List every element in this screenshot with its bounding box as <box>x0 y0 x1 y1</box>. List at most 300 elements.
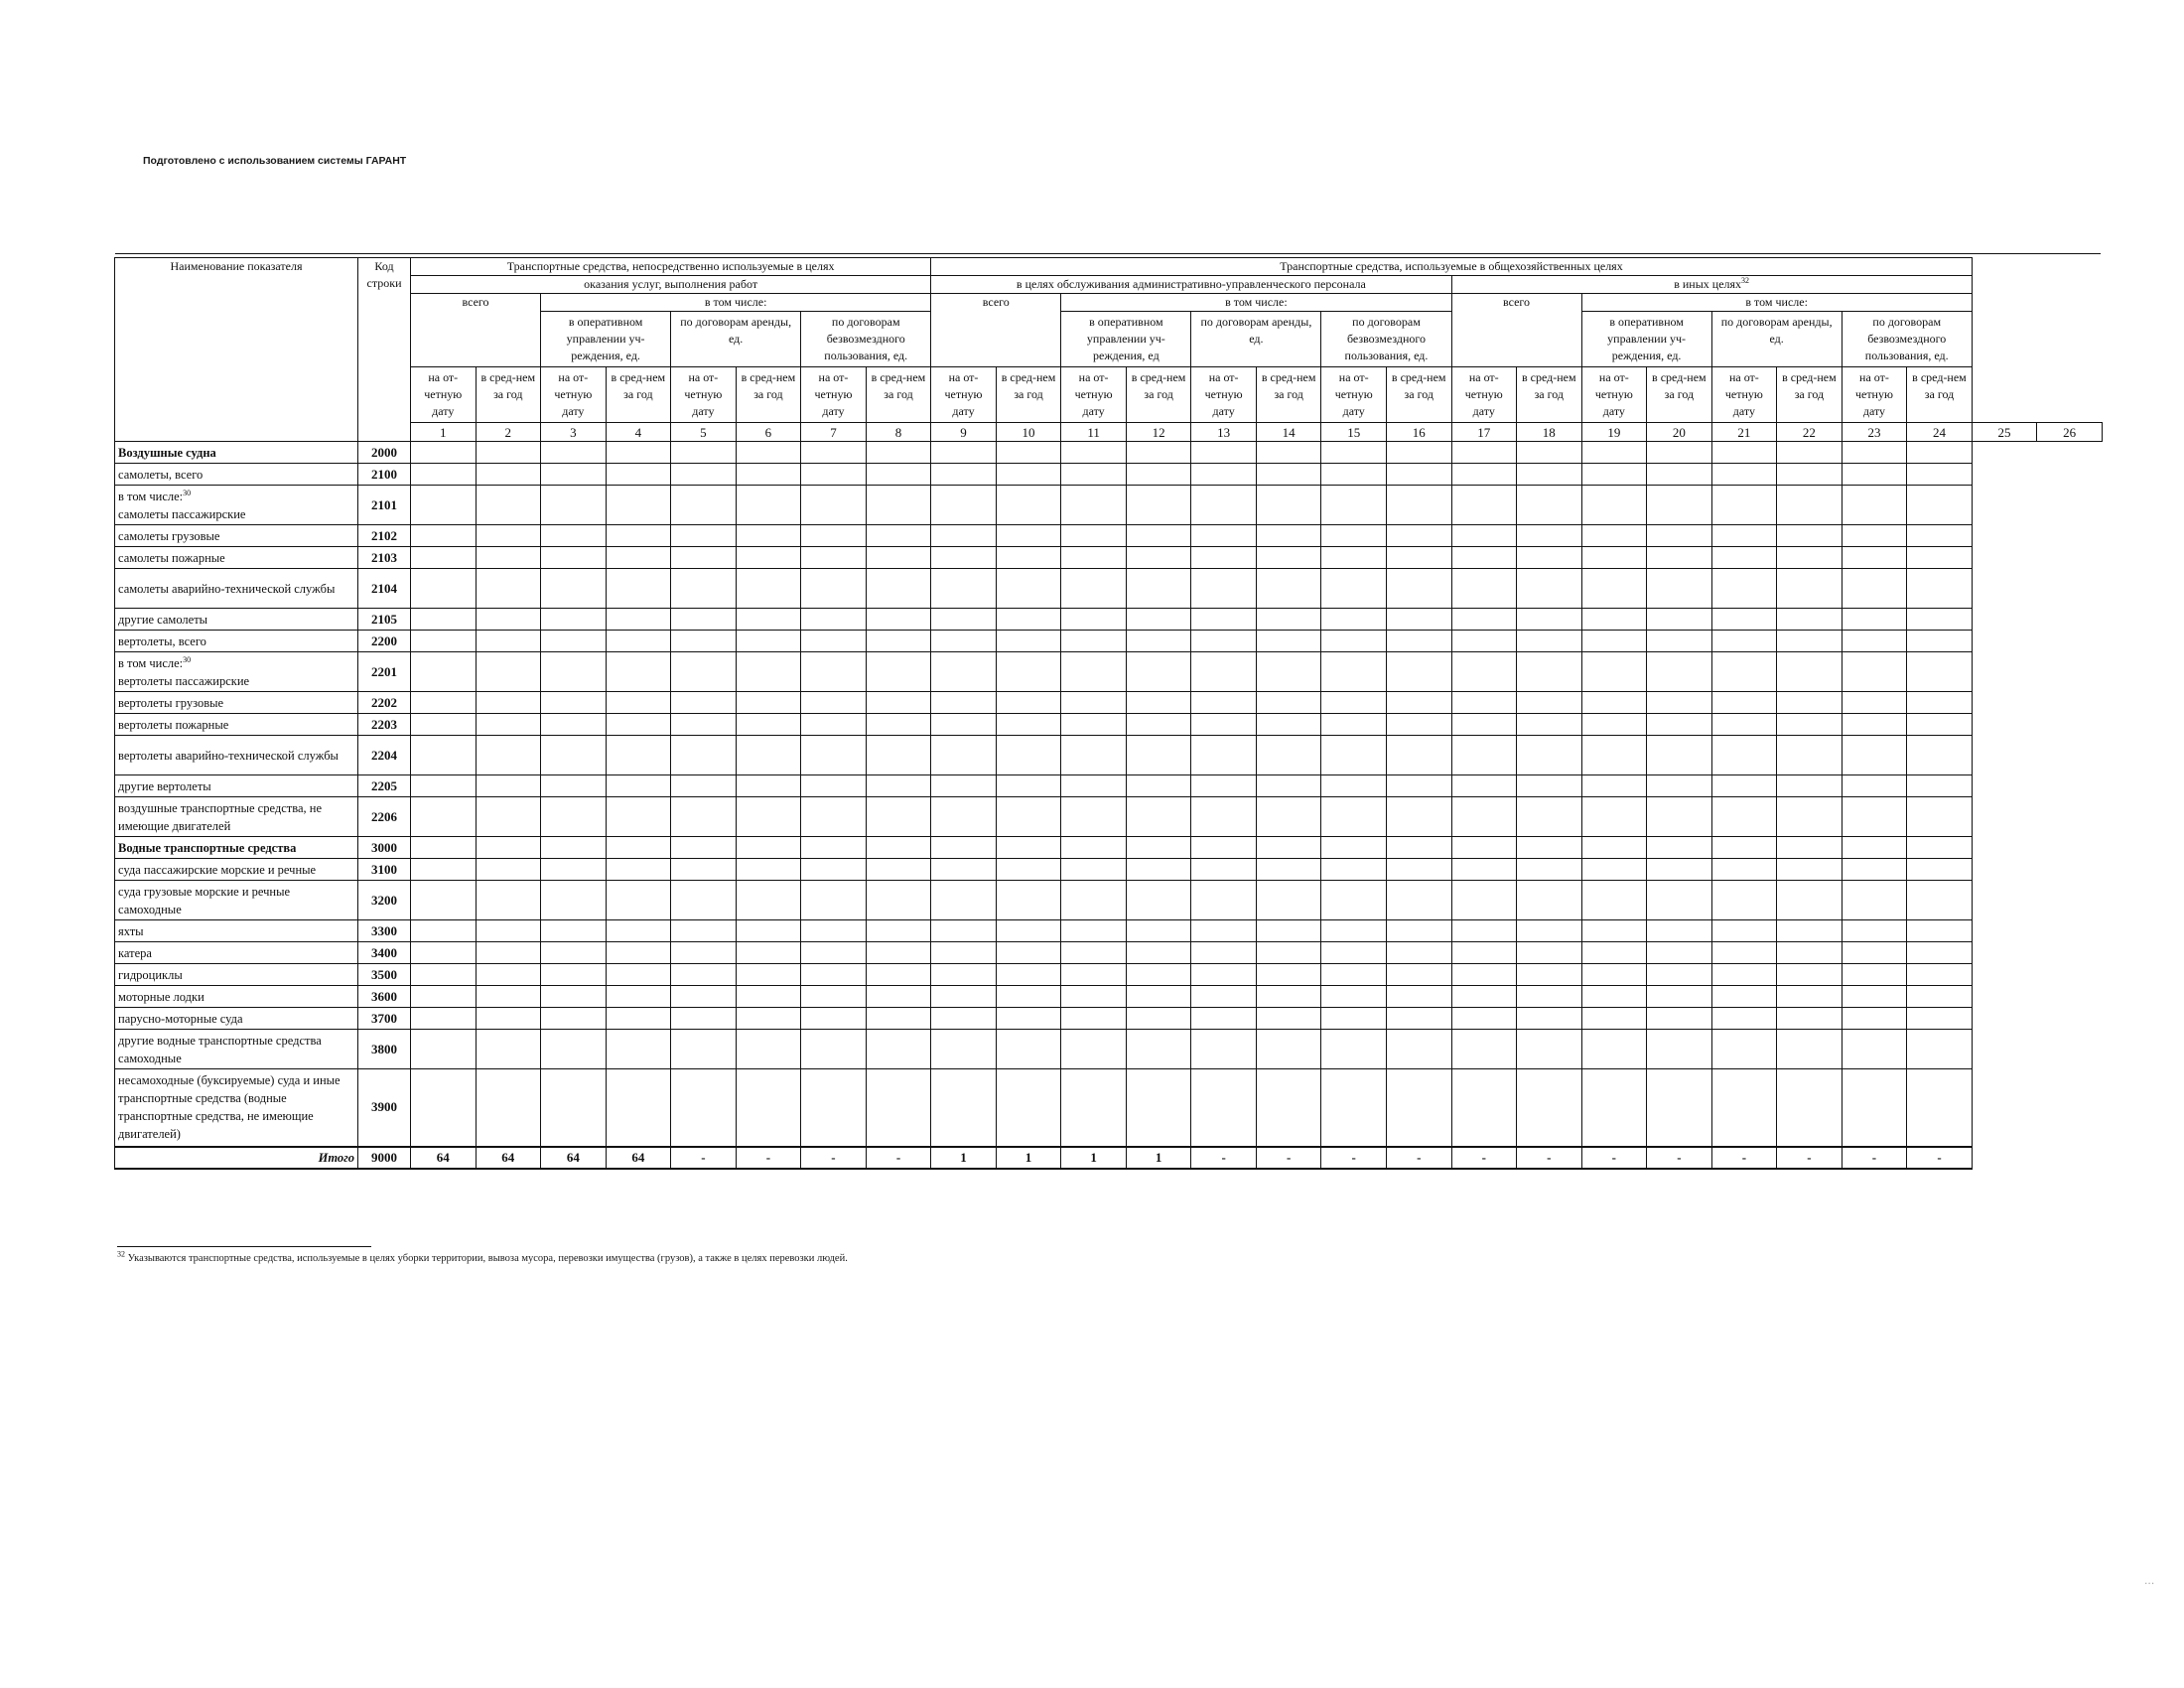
data-cell <box>671 942 737 964</box>
data-cell <box>541 1069 607 1147</box>
data-cell <box>736 442 801 464</box>
data-cell <box>411 1030 477 1069</box>
data-cell <box>671 631 737 652</box>
table-row <box>115 525 2103 547</box>
data-cell <box>1517 631 1582 652</box>
row-name-text: самолеты пассажирские <box>118 506 246 521</box>
data-cell <box>1517 464 1582 486</box>
subheader-at-date: на от-четную дату <box>1581 367 1647 423</box>
data-cell <box>1256 631 1321 652</box>
row-name-text: другие вертолеты <box>118 778 211 793</box>
column-number: 16 <box>1386 423 1451 442</box>
column-number: 2 <box>476 423 541 442</box>
data-cell <box>476 986 541 1008</box>
data-cell <box>931 569 997 609</box>
row-code: 3400 <box>358 942 411 964</box>
data-cell <box>1451 775 1517 797</box>
data-cell <box>1126 464 1191 486</box>
header-lease-admin: по договорам аренды, ед. <box>1191 312 1321 367</box>
data-cell <box>1647 881 1712 920</box>
data-cell <box>736 986 801 1008</box>
data-cell <box>1061 652 1127 692</box>
data-cell <box>1126 859 1191 881</box>
data-cell <box>411 442 477 464</box>
data-cell <box>1451 736 1517 775</box>
row-name-text: вертолеты, всего <box>118 633 206 648</box>
data-cell <box>1256 442 1321 464</box>
data-cell <box>606 714 671 736</box>
data-cell <box>1126 692 1191 714</box>
row-code: 2104 <box>358 569 411 609</box>
data-cell <box>1711 1069 1777 1147</box>
data-cell <box>411 652 477 692</box>
column-number: 25 <box>1972 423 2037 442</box>
data-cell <box>1842 1008 1907 1030</box>
row-name-text: парусно-моторные суда <box>118 1011 243 1026</box>
data-cell <box>931 964 997 986</box>
data-cell <box>996 1030 1061 1069</box>
data-cell <box>671 1008 737 1030</box>
total-cell: - <box>1777 1147 1843 1169</box>
data-cell <box>866 1030 931 1069</box>
data-cell <box>1191 652 1257 692</box>
data-cell <box>736 714 801 736</box>
data-cell <box>1061 714 1127 736</box>
row-name <box>115 652 358 692</box>
data-cell <box>1126 525 1191 547</box>
data-cell <box>1191 964 1257 986</box>
data-cell <box>1907 736 1973 775</box>
data-cell <box>1711 859 1777 881</box>
data-cell <box>801 964 867 986</box>
data-cell <box>541 525 607 547</box>
data-cell <box>1711 631 1777 652</box>
data-cell <box>541 1008 607 1030</box>
data-cell <box>1191 942 1257 964</box>
data-cell <box>1191 859 1257 881</box>
data-cell <box>866 859 931 881</box>
data-cell <box>1907 464 1973 486</box>
data-cell <box>1061 964 1127 986</box>
data-cell <box>411 920 477 942</box>
data-cell <box>931 736 997 775</box>
total-code: 9000 <box>358 1147 411 1169</box>
data-cell <box>1126 714 1191 736</box>
data-cell <box>606 1069 671 1147</box>
data-cell <box>1581 547 1647 569</box>
data-cell <box>1777 569 1843 609</box>
data-cell <box>411 736 477 775</box>
header-other-sup: 32 <box>1741 276 1750 285</box>
data-cell <box>1126 609 1191 631</box>
data-cell <box>671 609 737 631</box>
data-cell <box>411 1069 477 1147</box>
data-cell <box>1321 797 1387 837</box>
data-cell <box>476 569 541 609</box>
header-admin-sub: в целях обслуживания административно-управленческого персонала <box>931 276 1451 294</box>
data-cell <box>1711 464 1777 486</box>
data-cell <box>1581 486 1647 525</box>
data-cell <box>866 442 931 464</box>
total-cell: 64 <box>476 1147 541 1169</box>
data-cell <box>1451 1030 1517 1069</box>
data-cell <box>1647 986 1712 1008</box>
data-cell <box>1907 920 1973 942</box>
data-cell <box>1321 692 1387 714</box>
data-cell <box>411 525 477 547</box>
subheader-at-date: на от-четную дату <box>1711 367 1777 423</box>
data-cell <box>1581 986 1647 1008</box>
row-footnote-ref: 30 <box>183 654 192 664</box>
data-cell <box>541 547 607 569</box>
data-cell <box>541 736 607 775</box>
row-name <box>115 692 358 714</box>
column-number: 14 <box>1256 423 1321 442</box>
data-cell <box>996 1008 1061 1030</box>
data-cell <box>1907 525 1973 547</box>
data-cell <box>1321 1030 1387 1069</box>
data-cell <box>1711 1008 1777 1030</box>
subheader-at-date: на от-четную дату <box>1191 367 1257 423</box>
data-cell <box>866 714 931 736</box>
data-cell <box>1907 442 1973 464</box>
data-cell <box>736 1030 801 1069</box>
data-cell <box>996 464 1061 486</box>
data-cell <box>1711 547 1777 569</box>
subheader-avg-year: в сред-нем за год <box>1517 367 1582 423</box>
data-cell <box>1256 1069 1321 1147</box>
row-name <box>115 736 358 775</box>
data-cell <box>1191 1030 1257 1069</box>
data-cell <box>476 859 541 881</box>
data-cell <box>1386 920 1451 942</box>
data-cell <box>1581 464 1647 486</box>
data-cell <box>1711 881 1777 920</box>
data-cell <box>1842 631 1907 652</box>
data-cell <box>1126 569 1191 609</box>
data-cell <box>671 547 737 569</box>
data-cell <box>1842 859 1907 881</box>
row-name <box>115 920 358 942</box>
header-total-direct: всего <box>411 294 541 367</box>
top-rule <box>115 253 2101 254</box>
data-cell <box>866 964 931 986</box>
data-cell <box>1907 1069 1973 1147</box>
data-cell <box>931 547 997 569</box>
data-cell <box>801 920 867 942</box>
row-name <box>115 631 358 652</box>
data-cell <box>1517 714 1582 736</box>
data-cell <box>1256 525 1321 547</box>
data-cell <box>1647 920 1712 942</box>
row-code: 3700 <box>358 1008 411 1030</box>
data-cell <box>1777 652 1843 692</box>
data-cell <box>1386 569 1451 609</box>
total-cell: - <box>1842 1147 1907 1169</box>
data-cell <box>801 442 867 464</box>
data-cell <box>1647 859 1712 881</box>
data-cell <box>1451 942 1517 964</box>
data-cell <box>1126 986 1191 1008</box>
data-cell <box>1191 631 1257 652</box>
data-cell <box>1711 714 1777 736</box>
data-cell <box>1581 797 1647 837</box>
data-cell <box>801 736 867 775</box>
data-cell <box>1711 692 1777 714</box>
data-cell <box>1517 920 1582 942</box>
data-cell <box>1451 837 1517 859</box>
data-cell <box>1711 736 1777 775</box>
data-cell <box>1321 986 1387 1008</box>
data-cell <box>931 797 997 837</box>
total-cell: 64 <box>541 1147 607 1169</box>
footnote-number: 32 <box>117 1249 125 1259</box>
data-cell <box>1711 964 1777 986</box>
row-name-text: катера <box>118 945 152 960</box>
data-cell <box>1386 652 1451 692</box>
row-name <box>115 859 358 881</box>
row-name <box>115 464 358 486</box>
data-cell <box>476 692 541 714</box>
data-cell <box>1647 1030 1712 1069</box>
data-cell <box>1321 1069 1387 1147</box>
data-cell <box>1256 881 1321 920</box>
data-cell <box>541 859 607 881</box>
data-cell <box>1581 736 1647 775</box>
data-cell <box>1711 486 1777 525</box>
data-cell <box>736 464 801 486</box>
data-cell <box>1517 486 1582 525</box>
data-cell <box>801 525 867 547</box>
column-number: 23 <box>1842 423 1907 442</box>
row-name <box>115 609 358 631</box>
subheader-at-date: на от-четную дату <box>541 367 607 423</box>
data-cell <box>1256 859 1321 881</box>
row-code: 3800 <box>358 1030 411 1069</box>
data-cell <box>1386 609 1451 631</box>
row-code: 3600 <box>358 986 411 1008</box>
data-cell <box>1451 525 1517 547</box>
data-cell <box>476 837 541 859</box>
column-number: 21 <box>1711 423 1777 442</box>
subheader-avg-year: в сред-нем за год <box>1256 367 1321 423</box>
row-code: 2000 <box>358 442 411 464</box>
data-cell <box>1256 775 1321 797</box>
data-cell <box>736 837 801 859</box>
data-cell <box>476 736 541 775</box>
data-cell <box>931 652 997 692</box>
footnote-text: Указываются транспортные средства, используемые в целях уборки территории, вывоза мусора, перевозки имущества (грузов), а также в целях перевозки людей. <box>127 1253 848 1264</box>
subheader-avg-year: в сред-нем за год <box>1647 367 1712 423</box>
data-cell <box>606 736 671 775</box>
data-cell <box>606 837 671 859</box>
data-cell <box>1321 920 1387 942</box>
total-cell: - <box>671 1147 737 1169</box>
total-cell: 1 <box>1061 1147 1127 1169</box>
data-cell <box>866 631 931 652</box>
subheader-at-date: на от-четную дату <box>1321 367 1387 423</box>
data-cell <box>1581 942 1647 964</box>
header-other-sub-label: в иных целях <box>1674 277 1742 291</box>
data-cell <box>1581 881 1647 920</box>
row-name-text: суда грузовые морские и речные самоходные <box>118 884 291 916</box>
data-cell <box>671 859 737 881</box>
data-cell <box>736 569 801 609</box>
data-cell <box>1842 942 1907 964</box>
data-cell <box>1061 1008 1127 1030</box>
data-cell <box>541 442 607 464</box>
data-cell <box>1126 1008 1191 1030</box>
data-cell <box>1517 837 1582 859</box>
data-cell <box>476 486 541 525</box>
data-cell <box>1517 736 1582 775</box>
total-cell: - <box>736 1147 801 1169</box>
data-cell <box>1647 486 1712 525</box>
data-cell <box>1386 631 1451 652</box>
data-cell <box>996 964 1061 986</box>
column-number: 12 <box>1126 423 1191 442</box>
data-cell <box>1191 569 1257 609</box>
data-cell <box>931 942 997 964</box>
data-cell <box>801 942 867 964</box>
data-cell <box>1191 837 1257 859</box>
data-cell <box>801 652 867 692</box>
column-number: 17 <box>1451 423 1517 442</box>
row-name-text: гидроциклы <box>118 967 183 982</box>
data-cell <box>1711 797 1777 837</box>
data-cell <box>1451 442 1517 464</box>
data-cell <box>1061 920 1127 942</box>
data-cell <box>1581 631 1647 652</box>
row-code: 2204 <box>358 736 411 775</box>
column-number: 5 <box>671 423 737 442</box>
data-cell <box>1647 736 1712 775</box>
data-cell <box>1061 1030 1127 1069</box>
data-cell <box>801 775 867 797</box>
data-cell <box>801 1008 867 1030</box>
data-cell <box>801 859 867 881</box>
data-cell <box>1061 631 1127 652</box>
data-cell <box>866 464 931 486</box>
data-cell <box>1777 797 1843 837</box>
data-cell <box>1647 1008 1712 1030</box>
subheader-at-date: на от-четную дату <box>1061 367 1127 423</box>
data-cell <box>736 797 801 837</box>
data-cell <box>606 1030 671 1069</box>
total-cell: - <box>1517 1147 1582 1169</box>
data-cell <box>606 881 671 920</box>
data-cell <box>1777 1069 1843 1147</box>
data-cell <box>1517 652 1582 692</box>
data-cell <box>541 631 607 652</box>
data-cell <box>1581 920 1647 942</box>
data-cell <box>1061 775 1127 797</box>
data-cell <box>1581 692 1647 714</box>
data-cell <box>996 652 1061 692</box>
data-cell <box>411 714 477 736</box>
data-cell <box>1061 442 1127 464</box>
row-name-text: вертолеты пожарные <box>118 717 229 732</box>
data-cell <box>1777 942 1843 964</box>
data-cell <box>1321 609 1387 631</box>
data-cell <box>1191 609 1257 631</box>
data-cell <box>1907 1008 1973 1030</box>
subheader-at-date: на от-четную дату <box>801 367 867 423</box>
row-code: 2102 <box>358 525 411 547</box>
data-cell <box>1321 547 1387 569</box>
data-cell <box>931 714 997 736</box>
data-cell <box>1777 859 1843 881</box>
data-cell <box>996 569 1061 609</box>
data-cell <box>1321 736 1387 775</box>
data-cell <box>671 525 737 547</box>
row-code: 2202 <box>358 692 411 714</box>
data-cell <box>671 775 737 797</box>
data-cell <box>411 859 477 881</box>
data-cell <box>1842 736 1907 775</box>
data-cell <box>1451 881 1517 920</box>
data-cell <box>1321 859 1387 881</box>
data-cell <box>1647 797 1712 837</box>
data-cell <box>1777 837 1843 859</box>
data-cell <box>736 547 801 569</box>
header-including-other: в том числе: <box>1581 294 1972 312</box>
row-code: 3200 <box>358 881 411 920</box>
data-cell <box>1777 631 1843 652</box>
data-cell <box>1191 442 1257 464</box>
data-cell <box>866 692 931 714</box>
data-cell <box>931 775 997 797</box>
data-cell <box>866 881 931 920</box>
data-cell <box>801 486 867 525</box>
data-cell <box>736 964 801 986</box>
total-cell: - <box>1256 1147 1321 1169</box>
data-cell <box>671 797 737 837</box>
data-cell <box>736 652 801 692</box>
header-total-other: всего <box>1451 294 1581 367</box>
total-cell: 64 <box>411 1147 477 1169</box>
header-free-other: по договорам безвозмездного пользования, ед. <box>1842 312 1972 367</box>
data-cell <box>1647 1069 1712 1147</box>
data-cell <box>1451 652 1517 692</box>
data-cell <box>1517 1069 1582 1147</box>
data-cell <box>606 1008 671 1030</box>
data-cell <box>541 837 607 859</box>
data-cell <box>1386 486 1451 525</box>
data-cell <box>1061 736 1127 775</box>
data-cell <box>541 881 607 920</box>
data-cell <box>996 1069 1061 1147</box>
data-cell <box>1647 714 1712 736</box>
data-cell <box>1842 1069 1907 1147</box>
table-row <box>115 609 2103 631</box>
data-cell <box>411 797 477 837</box>
garant-note: Подготовлено с использованием системы ГАРАНТ <box>143 155 407 167</box>
data-cell <box>671 714 737 736</box>
data-cell <box>606 569 671 609</box>
data-cell <box>866 942 931 964</box>
data-cell <box>996 775 1061 797</box>
column-numbers-row <box>115 423 2103 442</box>
data-cell <box>1711 442 1777 464</box>
data-cell <box>1126 920 1191 942</box>
data-cell <box>931 837 997 859</box>
data-cell <box>476 1069 541 1147</box>
data-cell <box>996 714 1061 736</box>
data-cell <box>736 1069 801 1147</box>
data-cell <box>1321 714 1387 736</box>
data-cell <box>736 942 801 964</box>
